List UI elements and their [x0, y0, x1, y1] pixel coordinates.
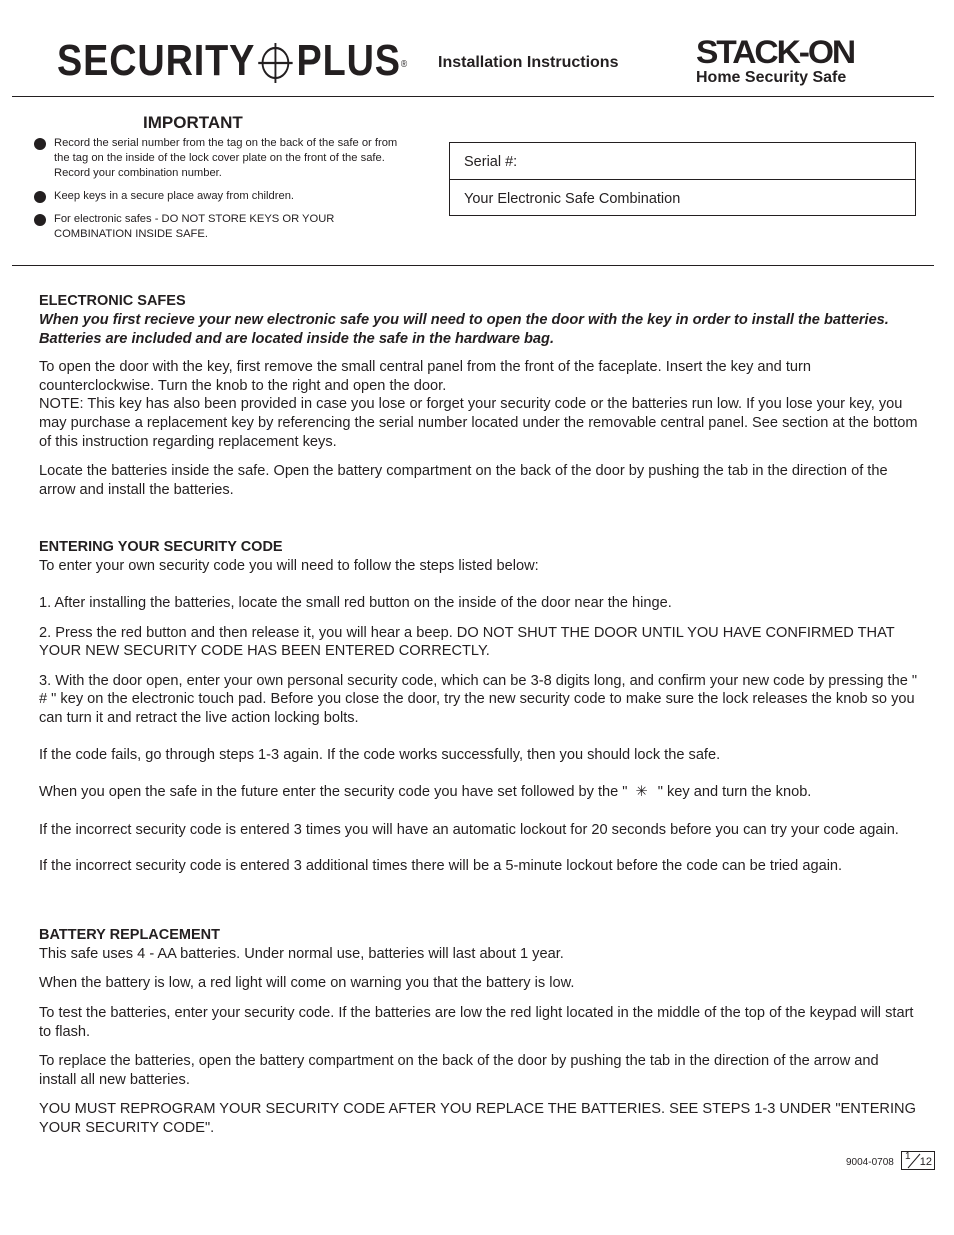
battery-test-text: To test the batteries, enter your security code. If the batteries are low the red light located in the middle of the top of the keypad will start to flash. — [39, 1005, 914, 1040]
important-list — [34, 136, 414, 250]
registered-mark: ® — [400, 59, 409, 70]
code-fail-text: If the code fails, go through steps 1-3 again. If the code works successfully, then you should lock the safe. — [39, 746, 721, 763]
important-heading: IMPORTANT — [143, 113, 243, 132]
page-indicator — [901, 1151, 935, 1170]
serial-number-field[interactable]: Serial #: — [464, 154, 518, 170]
crosshair-icon — [257, 41, 295, 85]
electronic-safes-heading: ELECTRONIC SAFES — [39, 293, 186, 309]
reprogram-warning: YOU MUST REPROGRAM YOUR SECURITY CODE AFTER YOU REPLACE THE BATTERIES. SEE STEPS 1-3 UNDER "ENTERING YOUR SECURITY CODE". — [39, 1101, 916, 1137]
page-number: 1 — [905, 1151, 911, 1162]
record-box — [449, 142, 916, 216]
document-title: Installation Instructions — [438, 54, 619, 71]
instructions-body — [39, 292, 919, 1149]
security-plus-logo — [57, 36, 408, 86]
list-item: Record the serial number from the tag on the back of the safe or from the tag on the inside of the lock cover plate on the front of the safe. Record your combination number. — [34, 136, 414, 181]
key-note-text: NOTE: This key has also been provided in case you lose or forget your security code or the batteries run low. If you lose your key, you may purchase a replacement key by referencing the serial number located under the removable central panel. See section at the bottom of this instruction regarding replacement keys. — [39, 396, 918, 450]
product-subtitle: Home Security Safe — [696, 69, 847, 86]
bullet-icon — [34, 138, 46, 150]
combination-field[interactable]: Your Electronic Safe Combination — [450, 179, 915, 215]
list-item: Keep keys in a secure place away from children. — [34, 189, 414, 204]
section-divider — [12, 265, 934, 266]
step-2: 2. Press the red button and then release it, you will hear a beep. DO NOT SHUT THE DOOR UNTIL YOU HAVE CONFIRMED THAT YOUR NEW SECURITY CODE HAS BEEN ENTERED CORRECTLY. — [39, 624, 895, 660]
electronic-safes-lead: When you first recieve your new electronic safe you will need to open the door with the key in order to install the batteries. Batteries are included and are located inside the safe in the hardware bag. — [39, 312, 889, 347]
step-1: 1. After installing the batteries, locate the small red button on the inside of the door near the hinge. — [39, 594, 672, 611]
bullet-icon — [34, 214, 46, 226]
battery-low-text: When the battery is low, a red light will come on warning you that the battery is low. — [39, 975, 575, 992]
battery-type-text: This safe uses 4 - AA batteries. Under normal use, batteries will last about 1 year. — [39, 945, 564, 962]
bullet-icon — [34, 191, 46, 203]
stack-on-logo: STACK-ON — [696, 34, 855, 70]
open-with-key-text: To open the door with the key, first remove the small central panel from the front of the faceplate. Insert the key and turn counterclockwise. Turn the knob to the right and open the door. — [39, 359, 811, 394]
list-item: For electronic safes - DO NOT STORE KEYS OR YOUR COMBINATION INSIDE SAFE. — [34, 212, 414, 242]
security-code-heading: ENTERING YOUR SECURITY CODE — [39, 539, 283, 556]
logo-word-plus: PLUS — [296, 36, 401, 85]
lockout-20s-text: If the incorrect security code is entered 3 times you will have an automatic lockout for 20 seconds before you can try your code again. — [39, 821, 899, 838]
lockout-5min-text: If the incorrect security code is entered 3 additional times there will be a 5-minute lockout before the code can be tried again. — [39, 858, 843, 875]
security-code-intro: To enter your own security code you will need to follow the steps listed below: — [39, 558, 539, 575]
open-future-text: When you open the safe in the future enter the security code you have set followed by the " ✳ " key and turn the knob. — [39, 784, 812, 801]
battery-replace-text: To replace the batteries, open the battery compartment on the back of the door by pushing the tab in the direction of the arrow and install all new batteries. — [39, 1053, 879, 1088]
document-code: 9004-0708 — [846, 1157, 894, 1168]
logo-word-security: SECURITY — [57, 36, 256, 85]
battery-heading: BATTERY REPLACEMENT — [39, 926, 220, 943]
header-divider — [12, 96, 934, 97]
page-total: 12 — [919, 1156, 932, 1168]
locate-batteries-text: Locate the batteries inside the safe. Open the battery compartment on the back of the door by pushing the tab in the direction of the arrow and install the batteries. — [39, 463, 888, 498]
step-3: 3. With the door open, enter your own personal security code, which can be 3-8 digits long, and confirm your new code by pressing the " # " key on the electronic touch pad. Before you close the door, try the new security code to make sure the lock releases the knob so you can turn it and retract the live action locking bolts. — [39, 672, 918, 726]
star-key-icon: ✳ — [635, 784, 648, 801]
